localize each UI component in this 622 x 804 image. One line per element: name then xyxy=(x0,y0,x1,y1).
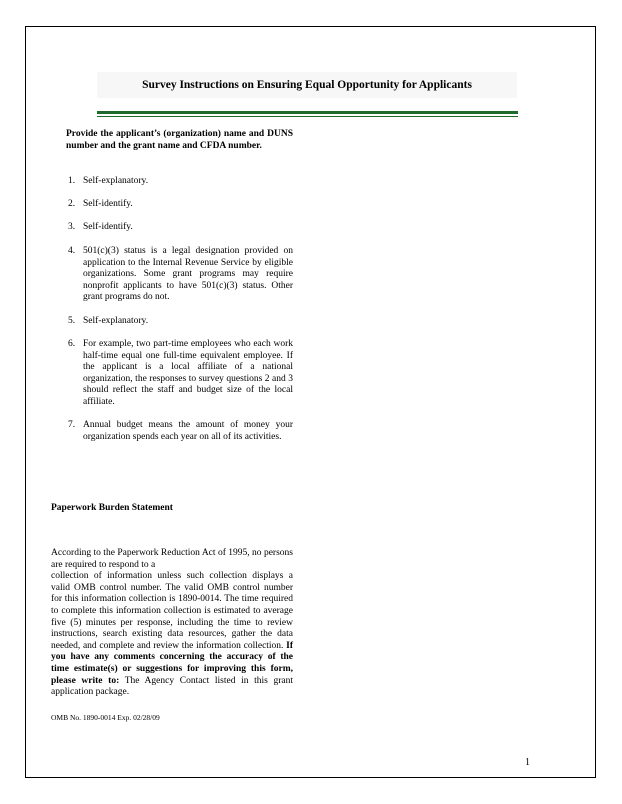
item-text: Self-identify. xyxy=(83,222,133,232)
item-number: 1. xyxy=(68,176,76,186)
item-text: 501(c)(3) status is a legal designation provided on application to the Internal Revenue Service by eligible organizations. Some grant programs may require nonprofit applicants to have 501(c)(3) status. Other grant programs do not. xyxy=(83,246,293,303)
item-number: 3. xyxy=(68,222,76,232)
item-text: For example, two part-time employees who each work half-time equal one full-time equivalent employee. If the applicant is a local affiliate of a national organization, the responses to survey questions 2 and 3 should reflect the staff and budget size of the local affiliate. xyxy=(83,339,293,407)
list-item xyxy=(66,222,293,234)
burden-text xyxy=(51,571,293,699)
burden-bold: If you have any comments concerning the accuracy of the time estimate(s) or suggestions for improving this form, please write to: xyxy=(51,640,293,686)
item-number: 2. xyxy=(68,199,76,209)
list-item xyxy=(66,176,293,188)
item-number: 4. xyxy=(68,246,76,256)
list-item xyxy=(66,316,293,328)
title-rule-thin xyxy=(97,116,518,117)
list-item xyxy=(66,246,293,304)
burden-lead: According to the Paperwork Reduction Act of 1995, no persons are required to respond to a xyxy=(51,548,293,570)
burden-tail: The Agency Contact listed in this grant application package. xyxy=(51,675,293,698)
burden-body: collection of information unless such collection displays a valid OMB control number. The valid OMB control number for this information collection is 1890-0014. The time required to complete this information collection is estimated to average five (5) minutes per response, including the time to review instructions, search existing data resources, gather the data needed, and complete and review the information collection. xyxy=(51,571,293,651)
title-rule-thick xyxy=(97,111,518,114)
page-number: 1 xyxy=(525,757,530,768)
item-text: Self-identify. xyxy=(83,199,133,209)
item-text: Self-explanatory. xyxy=(83,176,149,186)
item-number: 7. xyxy=(68,420,76,430)
list-item xyxy=(66,420,293,443)
item-text: Self-explanatory. xyxy=(83,316,149,326)
item-text: Annual budget means the amount of money your organization spends each year on all of its activities. xyxy=(83,420,293,442)
burden-heading: Paperwork Burden Statement xyxy=(51,503,173,513)
item-number: 5. xyxy=(68,316,76,326)
burden-statement xyxy=(51,548,293,699)
omb-number: OMB No. 1890-0014 Exp. 02/28/09 xyxy=(51,713,160,722)
item-number: 6. xyxy=(68,339,76,349)
list-item xyxy=(66,339,293,409)
list-item xyxy=(66,199,293,211)
intro-instructions: Provide the applicant’s (organization) name and DUNS number and the grant name and CFDA number. xyxy=(66,129,293,151)
document-title: Survey Instructions on Ensuring Equal Opportunity for Applicants xyxy=(97,72,517,98)
